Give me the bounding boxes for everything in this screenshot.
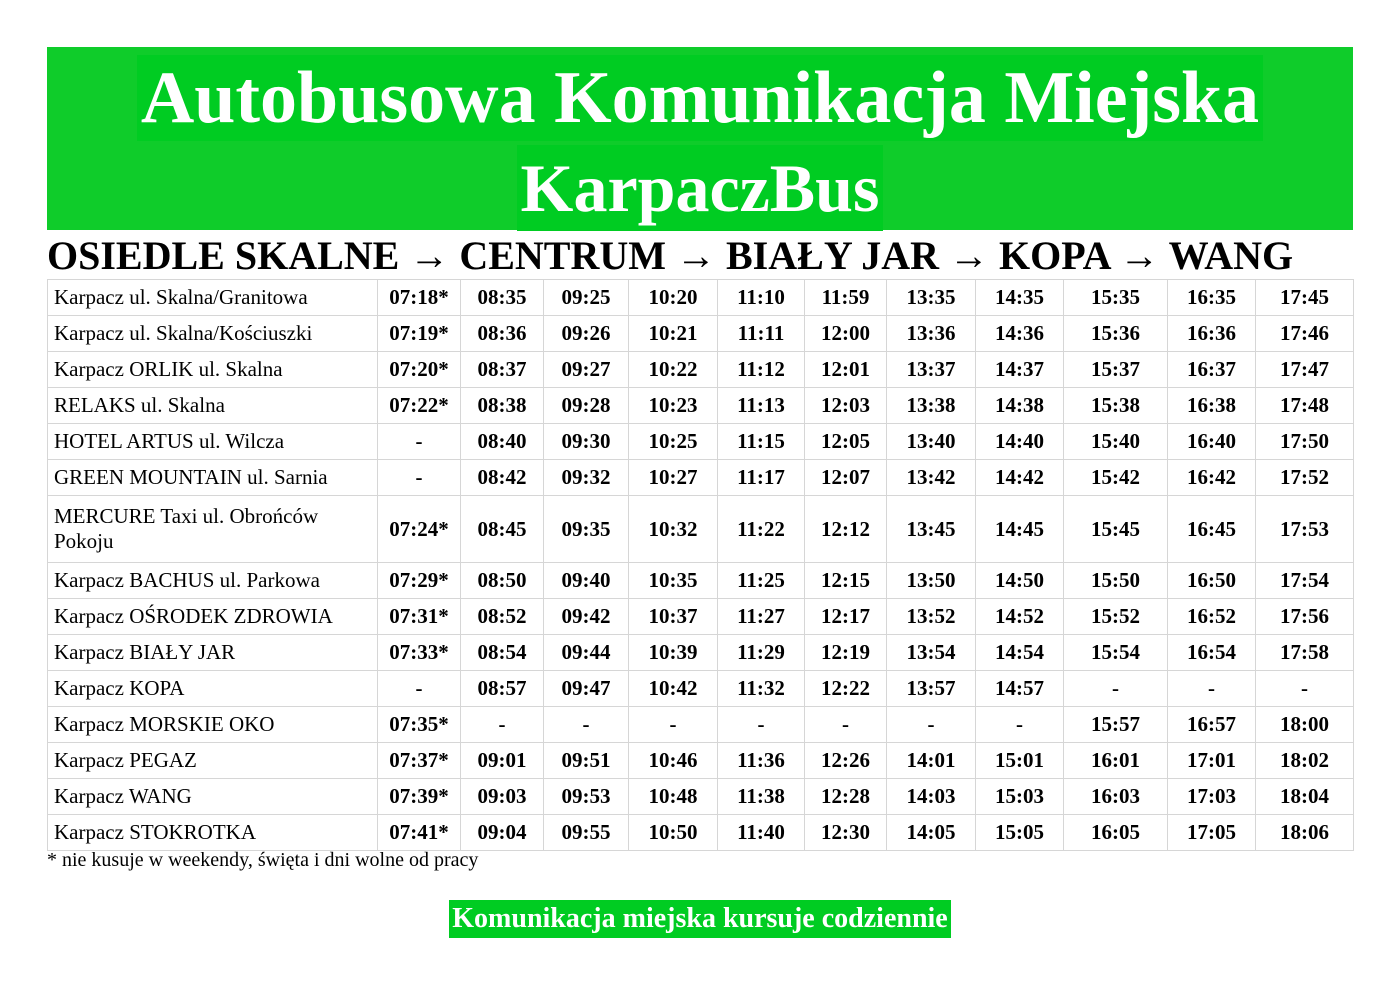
departure-time: 07:20* (378, 352, 461, 388)
departure-time: 11:11 (718, 316, 805, 352)
departure-time: 15:01 (976, 743, 1064, 779)
departure-time: 11:38 (718, 779, 805, 815)
departure-time: 09:26 (544, 316, 629, 352)
departure-time: 10:37 (629, 599, 718, 635)
departure-time: 13:40 (887, 424, 976, 460)
stop-name: Karpacz PEGAZ (48, 743, 378, 779)
departure-time: 08:50 (461, 563, 544, 599)
departure-time: 14:03 (887, 779, 976, 815)
departure-time: 09:32 (544, 460, 629, 496)
departure-time: 14:40 (976, 424, 1064, 460)
departure-time: 10:21 (629, 316, 718, 352)
departure-time: 17:56 (1256, 599, 1354, 635)
table-row (48, 635, 1354, 671)
departure-time: 07:33* (378, 635, 461, 671)
departure-time: 17:48 (1256, 388, 1354, 424)
departure-time: 14:05 (887, 815, 976, 851)
departure-time: 08:38 (461, 388, 544, 424)
departure-time: 09:04 (461, 815, 544, 851)
departure-time: 17:01 (1168, 743, 1256, 779)
departure-time: 07:19* (378, 316, 461, 352)
departure-time: 12:28 (805, 779, 887, 815)
departure-time: 13:54 (887, 635, 976, 671)
departure-time: 14:50 (976, 563, 1064, 599)
departure-time: 11:15 (718, 424, 805, 460)
departure-time: 17:47 (1256, 352, 1354, 388)
departure-time: - (1256, 671, 1354, 707)
departure-time: 17:52 (1256, 460, 1354, 496)
departure-time: 11:32 (718, 671, 805, 707)
departure-time: 07:37* (378, 743, 461, 779)
table-row (48, 424, 1354, 460)
departure-time: 10:42 (629, 671, 718, 707)
departure-time: - (378, 671, 461, 707)
departure-time: 09:53 (544, 779, 629, 815)
table-row (48, 280, 1354, 316)
departure-time: 11:40 (718, 815, 805, 851)
table-row (48, 460, 1354, 496)
table-row (48, 815, 1354, 851)
table-row (48, 352, 1354, 388)
departure-time: 15:37 (1064, 352, 1168, 388)
route-heading: OSIEDLE SKALNE → CENTRUM → BIAŁY JAR → KOPA → WANG (47, 233, 1294, 278)
departure-time: 16:40 (1168, 424, 1256, 460)
departure-time: 13:35 (887, 280, 976, 316)
departure-time: 14:37 (976, 352, 1064, 388)
departure-time: 11:22 (718, 496, 805, 563)
departure-time: 08:42 (461, 460, 544, 496)
departure-time: 14:45 (976, 496, 1064, 563)
departure-time: 16:01 (1064, 743, 1168, 779)
departure-time: 16:37 (1168, 352, 1256, 388)
departure-time: 10:20 (629, 280, 718, 316)
departure-time: 14:35 (976, 280, 1064, 316)
departure-time: 16:03 (1064, 779, 1168, 815)
departure-time: 09:51 (544, 743, 629, 779)
departure-time: 08:57 (461, 671, 544, 707)
departure-time: 12:26 (805, 743, 887, 779)
departure-time: 16:45 (1168, 496, 1256, 563)
departure-time: 11:36 (718, 743, 805, 779)
departure-time: 09:03 (461, 779, 544, 815)
departure-time: 09:27 (544, 352, 629, 388)
departure-time: 17:03 (1168, 779, 1256, 815)
departure-time: 14:42 (976, 460, 1064, 496)
departure-time: 18:00 (1256, 707, 1354, 743)
departure-time: 11:10 (718, 280, 805, 316)
departure-time: 17:53 (1256, 496, 1354, 563)
departure-time: 18:04 (1256, 779, 1354, 815)
departure-time: 13:38 (887, 388, 976, 424)
stop-name: MERCURE Taxi ul. Obrońców Pokoju (48, 496, 378, 563)
departure-time: 15:50 (1064, 563, 1168, 599)
stop-name: GREEN MOUNTAIN ul. Sarnia (48, 460, 378, 496)
departure-time: 13:50 (887, 563, 976, 599)
departure-time: 12:07 (805, 460, 887, 496)
departure-time: 12:00 (805, 316, 887, 352)
departure-time: 13:36 (887, 316, 976, 352)
table-row (48, 599, 1354, 635)
departure-time: 14:52 (976, 599, 1064, 635)
departure-time: - (629, 707, 718, 743)
departure-time: 15:40 (1064, 424, 1168, 460)
departure-time: - (461, 707, 544, 743)
table-row (48, 743, 1354, 779)
departure-time: 09:30 (544, 424, 629, 460)
departure-time: - (976, 707, 1064, 743)
departure-time: - (887, 707, 976, 743)
departure-time: - (544, 707, 629, 743)
departure-time: - (805, 707, 887, 743)
departure-time: - (378, 460, 461, 496)
departure-time: 18:06 (1256, 815, 1354, 851)
departure-time: 17:50 (1256, 424, 1354, 460)
table-row (48, 779, 1354, 815)
timetable (47, 279, 1354, 851)
departure-time: 16:42 (1168, 460, 1256, 496)
departure-time: - (1168, 671, 1256, 707)
departure-time: 16:54 (1168, 635, 1256, 671)
stop-name: Karpacz BIAŁY JAR (48, 635, 378, 671)
departure-time: 14:01 (887, 743, 976, 779)
departure-time: 10:35 (629, 563, 718, 599)
departure-time: 16:35 (1168, 280, 1256, 316)
departure-time: 16:38 (1168, 388, 1256, 424)
departure-time: 09:28 (544, 388, 629, 424)
departure-time: 17:58 (1256, 635, 1354, 671)
stop-name: Karpacz ORLIK ul. Skalna (48, 352, 378, 388)
departure-time: 10:22 (629, 352, 718, 388)
departure-time: 12:12 (805, 496, 887, 563)
departure-time: 11:12 (718, 352, 805, 388)
departure-time: 08:36 (461, 316, 544, 352)
departure-time: 15:54 (1064, 635, 1168, 671)
departure-time: 07:39* (378, 779, 461, 815)
departure-time: 17:45 (1256, 280, 1354, 316)
departure-time: 12:19 (805, 635, 887, 671)
stop-name: Karpacz BACHUS ul. Parkowa (48, 563, 378, 599)
departure-time: 09:55 (544, 815, 629, 851)
departure-time: 07:41* (378, 815, 461, 851)
departure-time: 16:36 (1168, 316, 1256, 352)
departure-time: 07:22* (378, 388, 461, 424)
stop-name: Karpacz WANG (48, 779, 378, 815)
departure-time: 08:54 (461, 635, 544, 671)
stop-name: HOTEL ARTUS ul. Wilcza (48, 424, 378, 460)
departure-time: 12:05 (805, 424, 887, 460)
departure-time: 15:36 (1064, 316, 1168, 352)
stop-name: Karpacz KOPA (48, 671, 378, 707)
departure-time: 14:38 (976, 388, 1064, 424)
departure-time: 16:50 (1168, 563, 1256, 599)
departure-time: 11:27 (718, 599, 805, 635)
departure-time: 17:46 (1256, 316, 1354, 352)
departure-time: 12:17 (805, 599, 887, 635)
departure-time: 12:15 (805, 563, 887, 599)
departure-time: 07:29* (378, 563, 461, 599)
departure-time: 15:35 (1064, 280, 1168, 316)
stop-name: Karpacz MORSKIE OKO (48, 707, 378, 743)
departure-time: 12:22 (805, 671, 887, 707)
departure-time: 16:05 (1064, 815, 1168, 851)
departure-time: 12:01 (805, 352, 887, 388)
departure-time: 09:40 (544, 563, 629, 599)
page-title: Autobusowa Komunikacja Miejska (137, 55, 1263, 141)
stop-name: Karpacz ul. Skalna/Granitowa (48, 280, 378, 316)
departure-time: 10:39 (629, 635, 718, 671)
departure-time: 14:54 (976, 635, 1064, 671)
table-row (48, 388, 1354, 424)
departure-time: 11:17 (718, 460, 805, 496)
departure-time: 10:50 (629, 815, 718, 851)
stop-name: Karpacz STOKROTKA (48, 815, 378, 851)
departure-time: 14:57 (976, 671, 1064, 707)
table-row (48, 671, 1354, 707)
footer-banner: Komunikacja miejska kursuje codziennie (449, 900, 950, 938)
departure-time: 11:29 (718, 635, 805, 671)
table-row (48, 316, 1354, 352)
departure-time: - (378, 424, 461, 460)
departure-time: 17:54 (1256, 563, 1354, 599)
page-subtitle: KarpaczBus (517, 145, 884, 231)
departure-time: 13:52 (887, 599, 976, 635)
departure-time: 13:45 (887, 496, 976, 563)
header-banner (47, 47, 1353, 230)
departure-time: 09:25 (544, 280, 629, 316)
departure-time: 09:47 (544, 671, 629, 707)
stop-name: Karpacz OŚRODEK ZDROWIA (48, 599, 378, 635)
departure-time: - (1064, 671, 1168, 707)
departure-time: 11:25 (718, 563, 805, 599)
departure-time: 13:42 (887, 460, 976, 496)
departure-time: 15:52 (1064, 599, 1168, 635)
departure-time: 09:44 (544, 635, 629, 671)
departure-time: 15:05 (976, 815, 1064, 851)
departure-time: 15:38 (1064, 388, 1168, 424)
table-row (48, 496, 1354, 563)
departure-time: 10:46 (629, 743, 718, 779)
departure-time: 09:35 (544, 496, 629, 563)
departure-time: 11:59 (805, 280, 887, 316)
departure-time: - (718, 707, 805, 743)
departure-time: 18:02 (1256, 743, 1354, 779)
departure-time: 08:40 (461, 424, 544, 460)
departure-time: 15:45 (1064, 496, 1168, 563)
departure-time: 15:57 (1064, 707, 1168, 743)
departure-time: 10:32 (629, 496, 718, 563)
departure-time: 13:37 (887, 352, 976, 388)
departure-time: 12:30 (805, 815, 887, 851)
departure-time: 15:42 (1064, 460, 1168, 496)
departure-time: 16:57 (1168, 707, 1256, 743)
departure-time: 12:03 (805, 388, 887, 424)
departure-time: 09:42 (544, 599, 629, 635)
departure-time: 08:37 (461, 352, 544, 388)
departure-time: 08:45 (461, 496, 544, 563)
departure-time: 09:01 (461, 743, 544, 779)
departure-time: 11:13 (718, 388, 805, 424)
departure-time: 10:27 (629, 460, 718, 496)
stop-name: RELAKS ul. Skalna (48, 388, 378, 424)
departure-time: 10:25 (629, 424, 718, 460)
departure-time: 17:05 (1168, 815, 1256, 851)
stop-name: Karpacz ul. Skalna/Kościuszki (48, 316, 378, 352)
departure-time: 13:57 (887, 671, 976, 707)
departure-time: 07:18* (378, 280, 461, 316)
departure-time: 08:52 (461, 599, 544, 635)
departure-time: 07:24* (378, 496, 461, 563)
table-row (48, 707, 1354, 743)
footnote: * nie kusuje w weekendy, święta i dni wolne od pracy (47, 849, 479, 871)
departure-time: 08:35 (461, 280, 544, 316)
table-row (48, 563, 1354, 599)
departure-time: 10:23 (629, 388, 718, 424)
departure-time: 14:36 (976, 316, 1064, 352)
departure-time: 07:31* (378, 599, 461, 635)
departure-time: 15:03 (976, 779, 1064, 815)
departure-time: 16:52 (1168, 599, 1256, 635)
departure-time: 07:35* (378, 707, 461, 743)
departure-time: 10:48 (629, 779, 718, 815)
